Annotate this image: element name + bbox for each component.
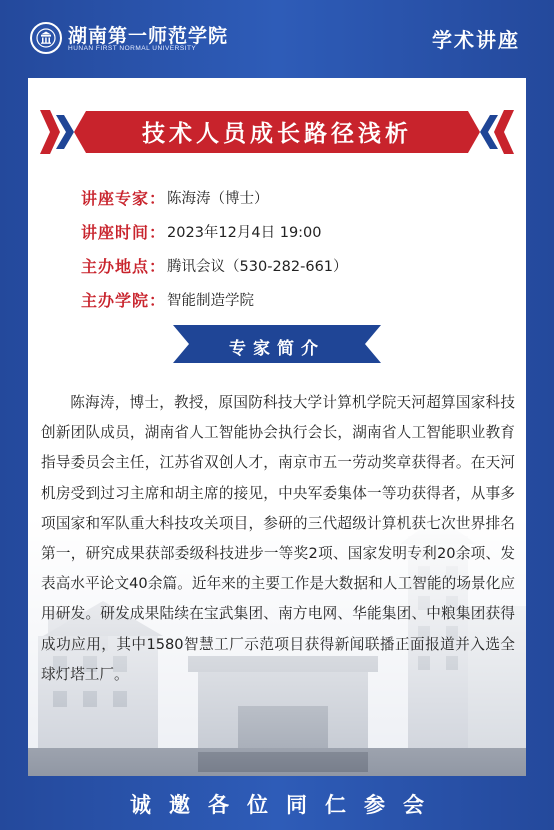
section-title: 专家简介 — [229, 339, 325, 359]
info-value: 2023年12月4日 19:00 — [167, 224, 322, 241]
info-row-time — [81, 214, 348, 248]
invitation-text: 诚邀各位同仁参会 — [130, 793, 442, 817]
expert-bio: 陈海涛，博士，教授，原国防科技大学计算机学院天河超算国家科技创新团队成员，湖南省人工智能协会执行会长，湖南省人工智能职业教育指导委员会主任，江苏省双创人才，南京市五一劳动奖章获得者。在天河机房受到过习主席和胡主席的接见，中央军委集体一等功获得者，从事多项国家和军队重大科技攻关项目，参研的三代超级计算机获七次世界排名第一，研究成果获部委级科技进步一等奖2项、国家发明专利20余项、发表高水平论文40余篇。近年来的主要工作是大数据和人工智能的场景化应用研发。研发成果陆续在宝武集团、南方电网、华能集团、中粮集团获得成功应用，其中1580智慧工厂示范项目获得新闻联播正面报道并入选全球灯塔工厂。 — [41, 394, 515, 683]
lecture-info — [81, 180, 348, 316]
section-badge — [173, 325, 381, 363]
info-value: 智能制造学院 — [167, 292, 255, 309]
colon: ： — [149, 290, 166, 310]
footer — [0, 778, 554, 830]
title-ribbon — [28, 107, 526, 157]
colon: ： — [149, 222, 166, 242]
lecture-title: 技术人员成长路径浅析 — [142, 121, 412, 147]
colon: ： — [149, 188, 166, 208]
school-name-en: HUNAN FIRST NORMAL UNIVERSITY — [68, 45, 197, 52]
content-panel — [28, 78, 526, 776]
info-label: 讲座时间 — [81, 222, 150, 242]
info-row-location — [81, 248, 348, 282]
university-seal-icon — [30, 22, 62, 54]
school-name: 湖南第一师范学院 — [68, 25, 229, 47]
info-label: 主办地点 — [81, 256, 150, 276]
info-row-speaker — [81, 180, 348, 214]
info-label: 讲座专家 — [81, 188, 150, 208]
header — [0, 0, 554, 76]
colon: ： — [149, 256, 166, 276]
info-label: 主办学院 — [81, 290, 150, 310]
info-value: 腾讯会议（530-282-661） — [167, 258, 348, 275]
info-row-college — [81, 282, 348, 316]
info-value: 陈海涛（博士） — [167, 190, 269, 207]
category-label: 学术讲座 — [432, 28, 520, 52]
